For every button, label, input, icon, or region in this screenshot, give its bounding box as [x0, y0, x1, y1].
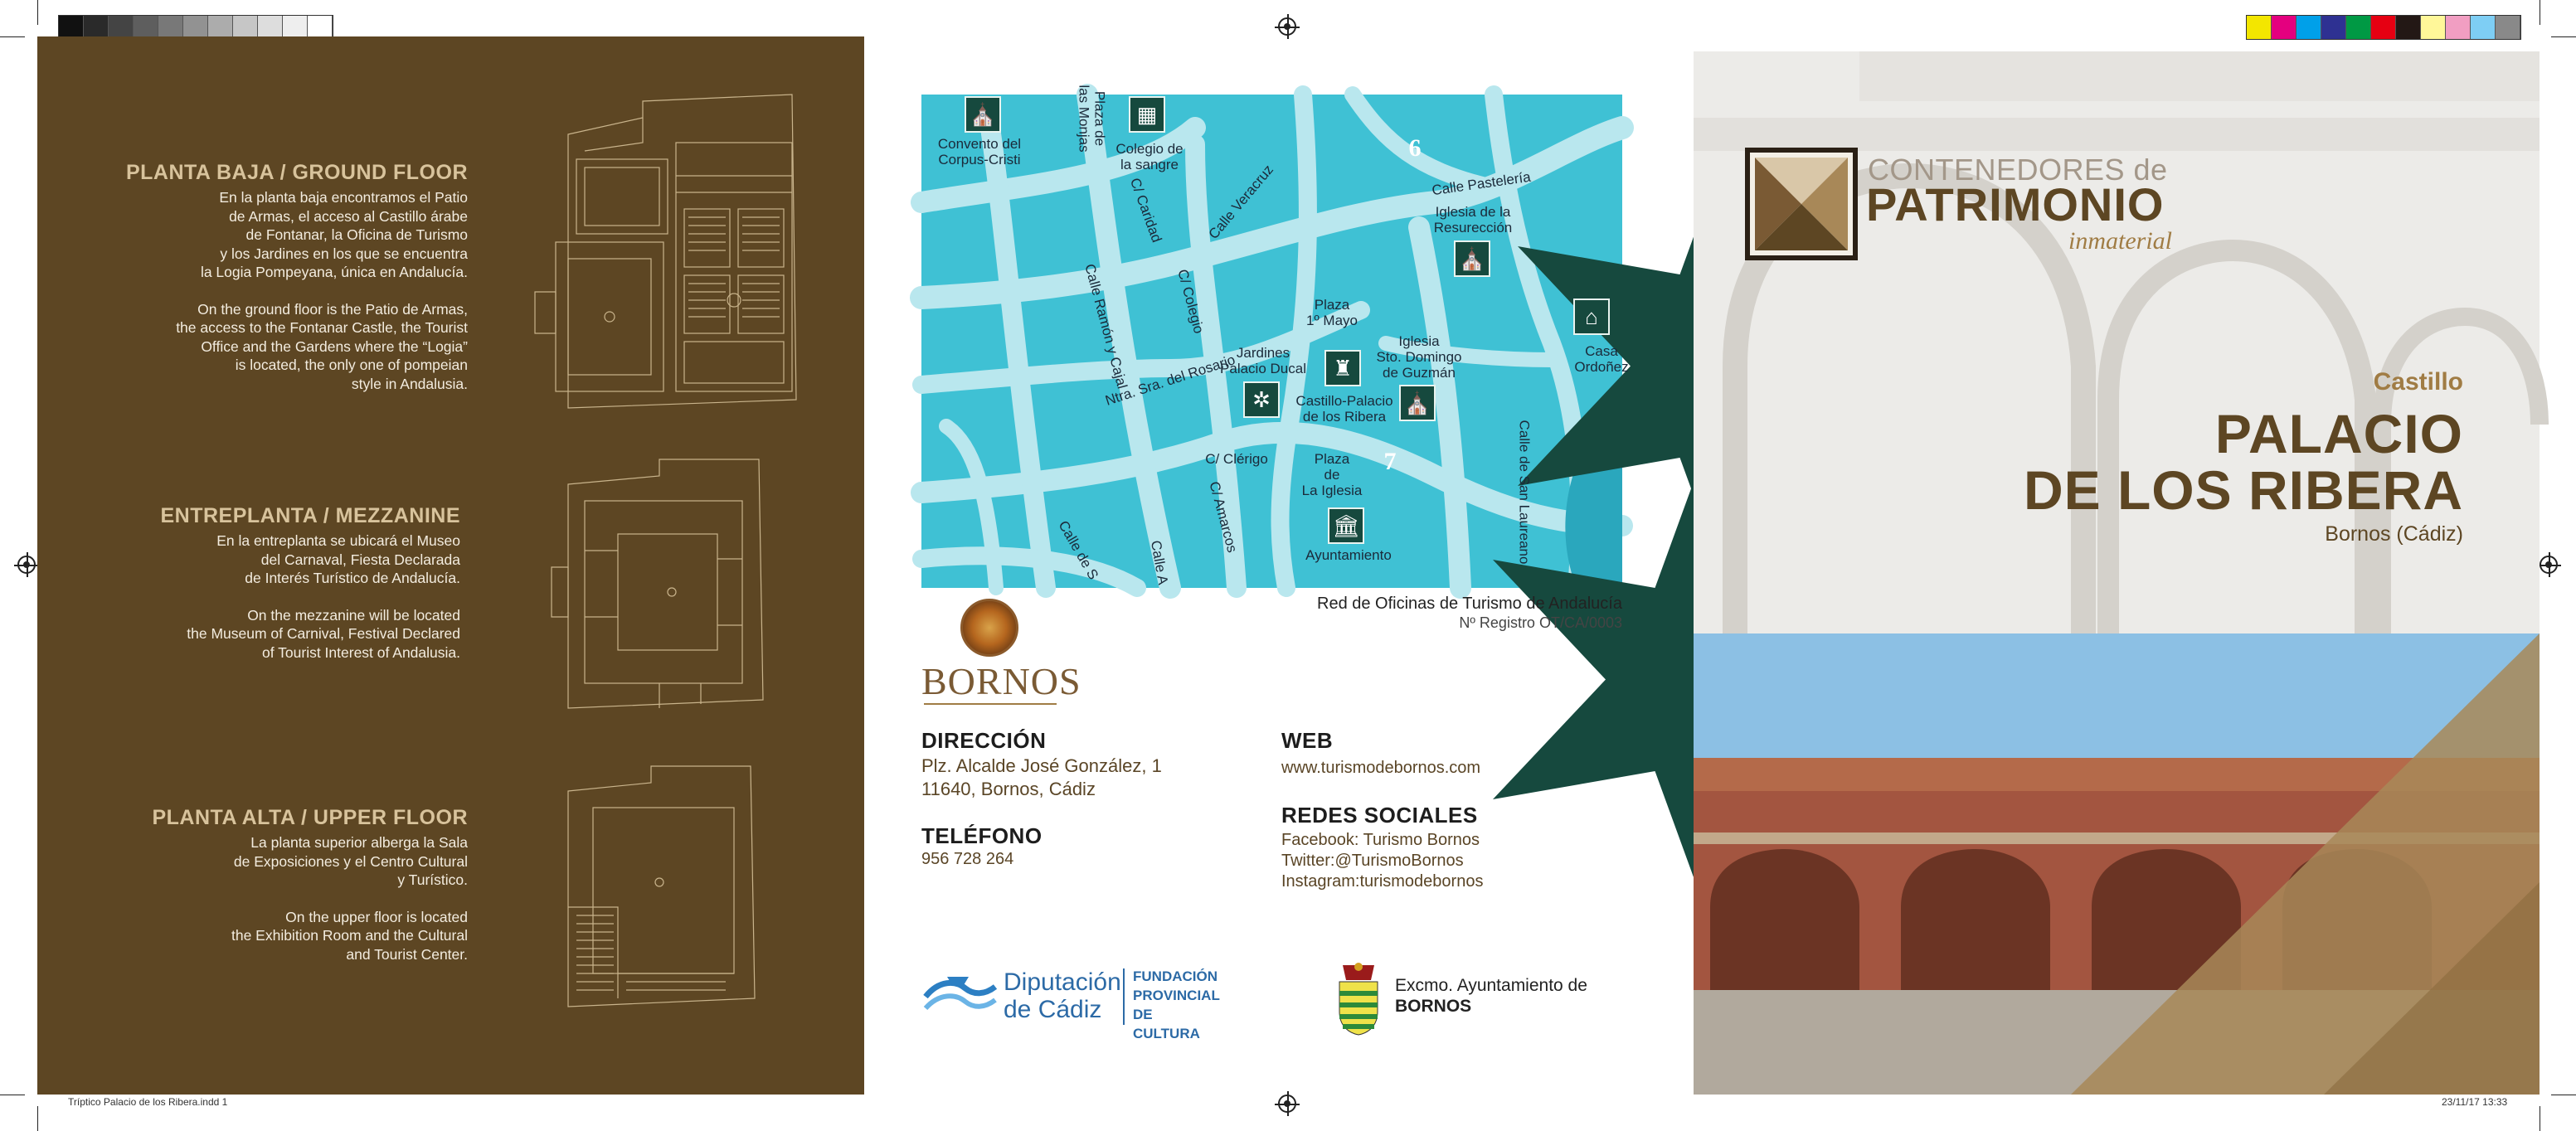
floor-title: ENTREPLANTA / MEZZANINE [160, 504, 460, 527]
website-link[interactable]: www.turismodebornos.com [1281, 759, 1481, 777]
map-label: C/ Colegio [1174, 267, 1208, 336]
slug-date: 23/11/17 13:33 [2442, 1096, 2508, 1108]
map-label: Castillo-Palacio de los Ribera [1295, 393, 1393, 425]
color-swatch [2371, 16, 2396, 39]
map-label: Colegio de la sangre [1115, 141, 1184, 172]
tourism-network-name: Red de Oficinas de Turismo de Andalucía [1317, 595, 1622, 613]
map-label: Casa Ordoñez [1574, 343, 1629, 375]
ayuntamiento-line-2: BORNOS [1395, 997, 1472, 1016]
color-swatch [308, 16, 333, 39]
map-label: C/ Caridad [1126, 176, 1165, 245]
color-swatch [134, 16, 158, 39]
floor-description-es: La planta superior alberga la Sala de Exposiciones y el Centro Cultural y Turístico. [233, 834, 468, 888]
registration-mark-right [2540, 556, 2558, 574]
color-swatch [2496, 16, 2520, 39]
crop-mark [2551, 36, 2576, 37]
floor-section-mezzanine [161, 504, 461, 662]
floor-description-en: On the upper floor is located the Exhibition Room and the Cultural and Tourist Center. [231, 908, 468, 963]
church-icon[interactable]: ⛪ [1399, 385, 1436, 421]
mezzanine-floor-plan-drawing [535, 451, 800, 725]
map-label: Calle Ramón y Cajal [1081, 262, 1130, 391]
ground-floor-plan-drawing [518, 85, 809, 416]
bornos-coat-of-arms [960, 599, 1018, 657]
bornos-logo-underline [924, 703, 1057, 705]
color-swatch [59, 16, 84, 39]
map-label: Plaza 1º Mayo [1306, 297, 1358, 328]
crop-mark [37, 1106, 38, 1131]
house-icon[interactable]: ⌂ [1573, 299, 1610, 335]
social-handles: Facebook: Turismo Bornos Twitter:@TurismoBornos Instagram:turismodebornos [1281, 831, 1484, 891]
map-label: Calle de San Laureano [1516, 420, 1533, 565]
diputacion-name: Diputación de Cádiz [1004, 968, 1121, 1023]
registration-mark-top [1278, 17, 1296, 36]
web-label: WEB [1281, 728, 1334, 753]
floor-section-ground [126, 161, 468, 393]
color-swatch [2247, 16, 2272, 39]
diputacion-emblem-icon [922, 972, 999, 1020]
map-label: Calle de S [1055, 517, 1102, 583]
map-label: Iglesia Sto. Domingo de Guzmán [1376, 333, 1462, 381]
stop-number: 6 [1408, 134, 1422, 162]
map-stop-7[interactable] [1361, 433, 1419, 491]
map-label: Ayuntamiento [1305, 547, 1392, 563]
color-swatch [258, 16, 283, 39]
map-label: Plaza de las Monjas [1076, 85, 1108, 153]
church-icon[interactable]: ⛪ [1454, 240, 1490, 277]
brand-title-sub: inmaterial [2068, 227, 2172, 255]
color-swatch [158, 16, 183, 39]
social-label: REDES SOCIALES [1281, 803, 1478, 828]
address-value: Plz. Alcalde José González, 1 11640, Bornos, Cádiz [921, 755, 1162, 799]
crop-mark [0, 36, 25, 37]
crop-mark [37, 0, 38, 25]
phone-label: TELÉFONO [921, 823, 1043, 848]
registration-mark-bottom [1278, 1095, 1296, 1113]
color-swatch [2272, 16, 2297, 39]
cover-panel [1694, 51, 2540, 1095]
color-swatch [2421, 16, 2446, 39]
color-swatch [2297, 16, 2321, 39]
cover-place: Bornos (Cádiz) [2325, 522, 2463, 546]
color-swatch [183, 16, 208, 39]
stop-number: 7 [1383, 448, 1397, 475]
color-swatch-bar [2246, 15, 2521, 40]
map-stop-6[interactable] [1386, 119, 1444, 177]
town-map[interactable] [921, 85, 1629, 588]
brand-title-top: CONTENEDORES de [1868, 153, 2168, 187]
map-label: Iglesia de la Resurección [1433, 204, 1513, 235]
address-label: DIRECCIÓN [921, 728, 1047, 753]
courtyard-arcade-photo [1694, 633, 2540, 1095]
map-label: Calle Veracruz [1205, 162, 1277, 242]
color-swatch [2396, 16, 2421, 39]
castle-icon[interactable]: ♜ [1324, 350, 1361, 386]
map-label: C/ Amarcos [1206, 479, 1241, 555]
map-label: Jardines Palacio Ducal [1220, 345, 1306, 376]
registry-number: Nº Registro OT/CA/0003 [1459, 614, 1622, 631]
upper-floor-plan-drawing [535, 758, 784, 1023]
color-swatch [2346, 16, 2371, 39]
floor-description-en: On the mezzanine will be located the Museum of Carnival, Festival Declared of Tourist Interest of Andalusia. [187, 606, 460, 661]
cover-title-line-2: DE LOS RIBERA [2023, 459, 2463, 521]
fundacion-name: FUNDACIÓN PROVINCIAL DE CULTURA [1133, 968, 1220, 1041]
town-hall-icon[interactable]: 🏛 [1328, 507, 1364, 544]
ayuntamiento-shield-icon [1336, 962, 1381, 1036]
color-swatch [2446, 16, 2471, 39]
color-swatch [2471, 16, 2496, 39]
map-label: C/ Clérigo [1205, 451, 1268, 467]
cover-kicker: Castillo [2373, 368, 2463, 396]
registration-mark-left [17, 556, 36, 574]
garden-icon[interactable]: ✲ [1243, 381, 1280, 418]
map-label: Plaza de La Iglesia [1301, 451, 1363, 498]
slug-file-name: Tríptico Palacio de los Ribera.indd 1 [68, 1096, 228, 1108]
bornos-logo-text: BORNOS [921, 660, 1081, 702]
floor-description-en: On the ground floor is the Patio de Armas, the access to the Fontanar Castle, the Tourist Office and the Gardens where the “Logia” is located, the only one of pompeian style in Andalusia. [176, 300, 468, 392]
school-icon[interactable]: ▦ [1129, 96, 1165, 133]
map-label: Calle Pastelería [1431, 168, 1532, 199]
brand-logo-mark [1745, 148, 1858, 260]
phone-value: 956 728 264 [921, 850, 1014, 868]
color-swatch [2321, 16, 2346, 39]
cover-title-line-1: PALACIO [2214, 403, 2463, 464]
ayuntamiento-line-1: Excmo. Ayuntamiento de [1395, 976, 1587, 995]
color-swatch [84, 16, 109, 39]
floor-plans-panel [37, 36, 864, 1095]
map-label: Ntra. Sra. del Rosario [1103, 352, 1237, 409]
sponsor-divider [1123, 968, 1125, 1025]
map-label: Calle A [1147, 539, 1171, 586]
color-swatch [283, 16, 308, 39]
color-swatch [109, 16, 134, 39]
floor-title: PLANTA ALTA / UPPER FLOOR [152, 806, 468, 829]
floor-title: PLANTA BAJA / GROUND FLOOR [125, 161, 468, 184]
church-icon[interactable]: ⛪ [965, 96, 1001, 133]
map-label: Convento del Corpus-Cristi [937, 136, 1022, 167]
floor-description-es: En la planta baja encontramos el Patio de Armas, el acceso al Castillo árabe de Fontanar, la Oficina de Turismo y los Jardines en los que se encuentra la Logia Pompeyana, única en Andalucía. [200, 189, 468, 280]
diputacion-logo [922, 965, 1221, 1041]
cover-title-block [2024, 368, 2463, 546]
floor-section-upper [152, 806, 468, 964]
color-swatch [233, 16, 258, 39]
brand-title-main: PATRIMONIO [1866, 178, 2165, 231]
color-swatch [208, 16, 233, 39]
floor-description-es: En la entreplanta se ubicará el Museo del Carnaval, Fiesta Declarada de Interés Turístico de Andalucía. [216, 532, 460, 586]
